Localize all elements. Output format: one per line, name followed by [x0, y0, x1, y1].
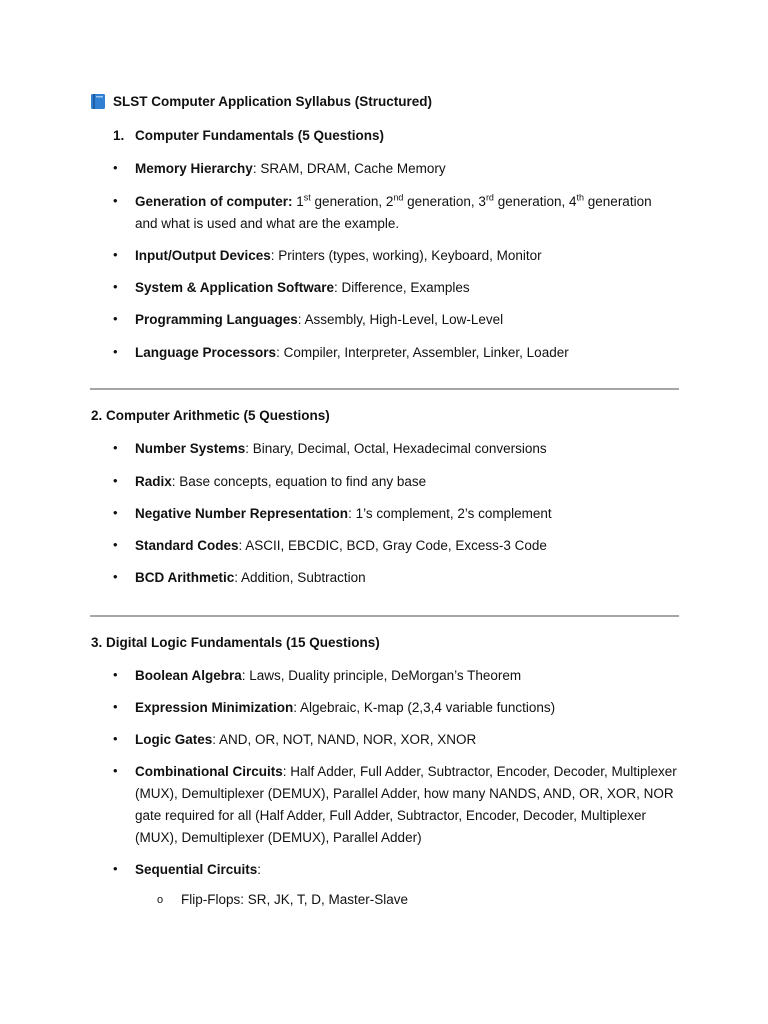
item-desc: : ASCII, EBCDIC, BCD, Gray Code, Excess-3 Code [238, 538, 547, 553]
bullet: • [113, 440, 118, 455]
bullet: • [113, 505, 118, 520]
item-desc: : AND, OR, NOT, NAND, NOR, XOR, XNOR [212, 732, 477, 747]
item-desc: generation, 3 [403, 194, 486, 209]
bullet: • [113, 861, 118, 876]
bullet: • [113, 569, 118, 584]
item-term: Language Processors [135, 345, 277, 360]
item-desc: : [257, 862, 262, 877]
item-term: Logic Gates [135, 732, 213, 747]
item-term: Generation of computer: [135, 194, 293, 209]
superscript: nd [393, 192, 404, 203]
item-desc: : Laws, Duality principle, DeMorgan’s Theorem [241, 668, 522, 683]
item-desc: : Addition, Subtraction [234, 570, 366, 585]
item-term: Input/Output Devices [135, 248, 271, 263]
item-term: System & Application Software [135, 280, 335, 295]
item-term: Programming Languages [135, 312, 298, 327]
item-desc: generation and what is used and what are the example. [135, 194, 652, 231]
document-title [91, 94, 432, 109]
item-desc: : Half Adder, Full Adder, Subtractor, Encoder, Decoder, Multiplexer (MUX), Demultiplexer (DEMUX), Parallel Adder, how many NANDS, AND, OR, XOR, NOR gate required for all (Half Adder, Full Adder, Subtractor, Encoder, Decoder, Multiplexer (MUX), Demultiplexer (DEMUX), Parallel Adder) [135, 764, 677, 845]
bullet: • [113, 537, 118, 552]
bullet: • [113, 731, 118, 746]
sub-bullet: o [157, 894, 164, 906]
section-3-heading: 3. Digital Logic Fundamentals (15 Questions) [91, 635, 380, 650]
superscript: rd [485, 192, 494, 203]
item-term: Standard Codes [135, 538, 239, 553]
item-desc: : SRAM, DRAM, Cache Memory [252, 161, 446, 176]
item-term: Number Systems [135, 441, 246, 456]
item-desc: : 1’s complement, 2’s complement [348, 506, 552, 521]
item-desc: : Binary, Decimal, Octal, Hexadecimal conversions [245, 441, 547, 456]
item-term: Expression Minimization [135, 700, 294, 715]
item-term: Boolean Algebra [135, 668, 242, 683]
bullet: • [113, 344, 118, 359]
item-term: Combinational Circuits [135, 764, 283, 779]
bullet: • [113, 279, 118, 294]
section-number: 1. [113, 128, 125, 143]
section-title: Computer Fundamentals (5 Questions) [135, 128, 385, 143]
superscript: th [576, 192, 585, 203]
item-desc: : Assembly, High-Level, Low-Level [297, 312, 504, 327]
bullet: • [113, 247, 118, 262]
item-desc: generation, 4 [493, 194, 577, 209]
item-term: Radix [135, 474, 172, 489]
item-desc: : Algebraic, K-map (2,3,4 variable functions) [293, 700, 556, 715]
item-term: Sequential Circuits [135, 862, 258, 877]
item-desc: : Difference, Examples [334, 280, 470, 295]
bullet: • [113, 763, 118, 778]
item-desc: : Printers (types, working), Keyboard, Monitor [270, 248, 542, 263]
title-text: SLST Computer Application Syllabus (Structured) [113, 94, 433, 109]
item-term: BCD Arithmetic [135, 570, 235, 585]
item-desc: generation, 2 [310, 194, 394, 209]
blue-book-icon [91, 94, 105, 109]
item-desc: 1 [292, 194, 304, 209]
section-divider [90, 615, 679, 617]
item-desc: : Base concepts, equation to find any base [171, 474, 427, 489]
bullet: • [113, 160, 118, 175]
bullet: • [113, 193, 118, 208]
item-term: Negative Number Representation [135, 506, 349, 521]
section-2-heading: 2. Computer Arithmetic (5 Questions) [91, 408, 330, 423]
bullet: • [113, 473, 118, 488]
superscript: st [303, 192, 311, 203]
bullet: • [113, 667, 118, 682]
sub-item-text: Flip-Flops: SR, JK, T, D, Master-Slave [181, 892, 409, 907]
item-term: Memory Hierarchy [135, 161, 253, 176]
bullet: • [113, 311, 118, 326]
section-divider [90, 388, 679, 390]
item-desc: : Compiler, Interpreter, Assembler, Linker, Loader [276, 345, 569, 360]
bullet: • [113, 699, 118, 714]
